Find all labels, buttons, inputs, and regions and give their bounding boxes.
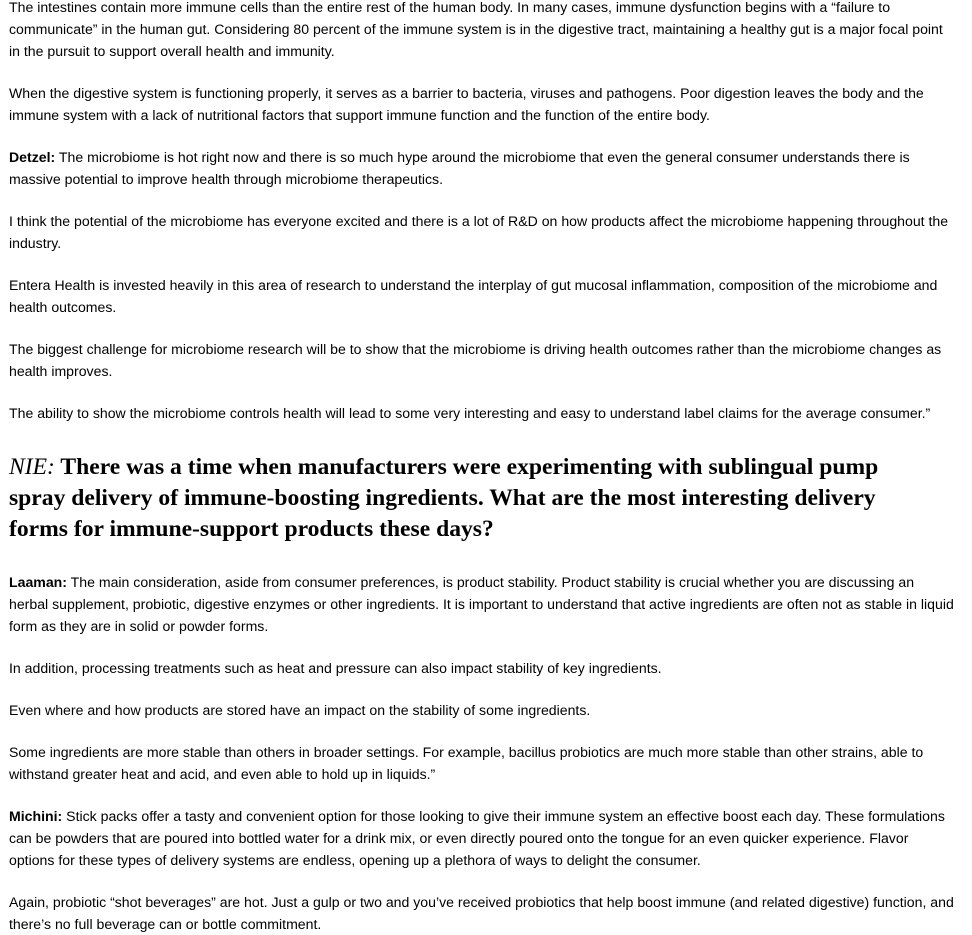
- paragraph: [9, 805, 957, 871]
- paragraph-text: Again, probiotic “shot beverages” are hot. Just a gulp or two and you’ve received probiotics that help boost immune (and related digestive) function, and there’s no full beverage can or bottle commitment.: [9, 894, 954, 932]
- paragraph-text: The biggest challenge for microbiome research will be to show that the microbiome is driving health outcomes rather than the microbiome changes as health improves.: [9, 341, 942, 379]
- paragraph-text: Entera Health is invested heavily in this area of research to understand the interplay of gut mucosal inflammation, composition of the microbiome and health outcomes.: [9, 277, 938, 315]
- paragraph: [9, 82, 957, 126]
- paragraph-text: Even where and how products are stored have an impact on the stability of some ingredients.: [9, 702, 591, 718]
- speaker-name: Michini:: [9, 808, 63, 824]
- paragraph: [9, 274, 957, 318]
- paragraph-text: I think the potential of the microbiome has everyone excited and there is a lot of R&D on how products affect the microbiome happening throughout the industry.: [9, 213, 949, 251]
- paragraph: [9, 402, 957, 424]
- paragraph: [9, 891, 957, 935]
- paragraph: [9, 571, 957, 637]
- paragraph-text: The main consideration, aside from consumer preferences, is product stability. Product stability is crucial whether you are discussing an herbal supplement, probiotic, digestive enzymes or other ingredients. It is important to understand that active ingredients are often not as stable in liquid form as they are in solid or powder forms.: [9, 574, 954, 634]
- paragraph: [9, 741, 957, 785]
- paragraph-text: Some ingredients are more stable than others in broader settings. For example, bacillus probiotics are much more stable than other strains, able to withstand greater heat and acid, and even able to hold up in liquids.”: [9, 744, 924, 782]
- paragraph-text: When the digestive system is functioning properly, it serves as a barrier to bacteria, viruses and pathogens. Poor digestion leaves the body and the immune system with a lack of nutritional factors that support immune function and the function of the entire body.: [9, 85, 924, 123]
- question-label: NIE:: [9, 454, 55, 480]
- paragraph-text: In addition, processing treatments such as heat and pressure can also impact stability of key ingredients.: [9, 660, 662, 676]
- paragraph: [9, 699, 957, 721]
- paragraph: [9, 210, 957, 254]
- interview-question-heading: [9, 452, 909, 545]
- paragraph: [9, 0, 957, 62]
- speaker-name: Detzel:: [9, 149, 56, 165]
- paragraph-text: The ability to show the microbiome controls health will lead to some very interesting and easy to understand label claims for the average consumer.”: [9, 405, 931, 421]
- paragraph: [9, 657, 957, 679]
- question-text: There was a time when manufacturers were experimenting with sublingual pump spray delivery of immune-boosting ingredients. What are the most interesting delivery forms for immune-support products these days?: [9, 454, 879, 542]
- paragraph: [9, 146, 957, 190]
- paragraph: [9, 338, 957, 382]
- paragraph-text: The intestines contain more immune cells than the entire rest of the human body. In many cases, immune dysfunction begins with a “failure to communicate” in the human gut. Considering 80 percent of the immune system is in the digestive tract, maintaining a healthy gut is a major focal point in the pursuit to support overall health and immunity.: [9, 0, 943, 59]
- paragraph-text: Stick packs offer a tasty and convenient option for those looking to give their immune system an effective boost each day. These formulations can be powders that are poured into bottled water for a drink mix, or even directly poured onto the tongue for an even quicker experience. Flavor options for these types of delivery systems are endless, opening up a plethora of ways to delight the consumer.: [9, 808, 945, 868]
- speaker-name: Laaman:: [9, 574, 67, 590]
- paragraph-text: The microbiome is hot right now and there is so much hype around the microbiome that even the general consumer understands there is massive potential to improve health through microbiome therapeutics.: [9, 149, 910, 187]
